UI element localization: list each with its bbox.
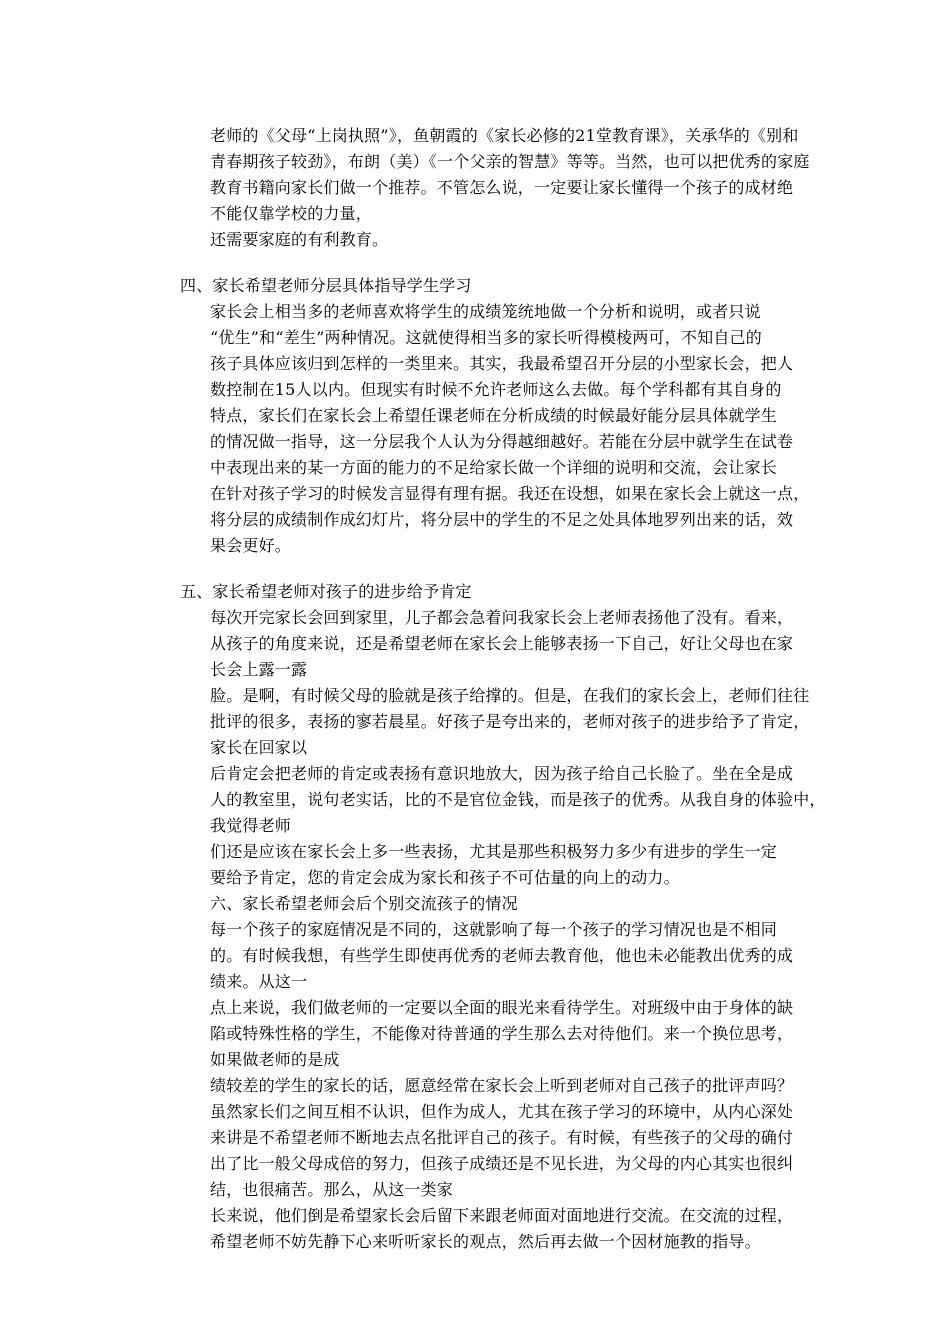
paragraph-line: 家长在回家以: [210, 738, 308, 757]
paragraph-line: 后肯定会把老师的肯定或表扬有意识地放大，因为孩子给自己长脸了。坐在全是成: [210, 764, 794, 783]
section-heading-6: 六、家长希望老师会后个别交流孩子的情况: [210, 894, 518, 913]
paragraph-line: 人的教室里，说句老实话，比的不是官位金钱，而是孩子的优秀。从我自身的体验中，: [210, 790, 826, 809]
paragraph-line: 批评的很多，表扬的寥若晨星。好孩子是夸出来的，老师对孩子的进步给予了肯定，: [210, 712, 810, 731]
paragraph-line: 脸。是啊，有时候父母的脸就是孩子给撑的。但是，在我们的家长会上，老师们往往: [210, 686, 810, 705]
paragraph-line: 家长会上相当多的老师喜欢将学生的成绩笼统地做一个分析和说明，或者只说: [210, 302, 761, 321]
paragraph-line: 要给予肯定，您的肯定会成为家长和孩子不可估量的向上的动力。: [210, 868, 680, 887]
paragraph-line: 还需要家庭的有利教育。: [210, 230, 389, 249]
paragraph-line: 如果做老师的是成: [210, 1050, 340, 1069]
paragraph-line: 每次开完家长会回到家里，儿子都会急着问我家长会上老师表扬他了没有。看来，: [210, 608, 794, 627]
paragraph-line: 的。有时候我想，有些学生即使再优秀的老师去教育他，他也未必能教出优秀的成: [210, 946, 794, 965]
paragraph-line: 果会更好。: [210, 536, 292, 555]
paragraph-line: 特点，家长们在家长会上希望任课老师在分析成绩的时候最好能分层具体就学生: [210, 406, 778, 425]
paragraph-line: 将分层的成绩制作成幻灯片，将分层中的学生的不足之处具体地罗列出来的话，效: [210, 510, 794, 529]
paragraph-line: “优生”和“差生”两种情况。这就使得相当多的家长听得模棱两可，不知自己的: [210, 328, 762, 347]
section-heading-4: 四、家长希望老师分层具体指导学生学习: [180, 276, 472, 295]
paragraph-line: 教育书籍向家长们做一个推荐。不管怎么说，一定要让家长懂得一个孩子的成材绝: [210, 178, 794, 197]
paragraph-line: 青春期孩子较劲》，布朗（美）《一个父亲的智慧》等等。当然，也可以把优秀的家庭: [210, 152, 810, 171]
paragraph-line: 们还是应该在家长会上多一些表扬，尤其是那些积极努力多少有进步的学生一定: [210, 842, 778, 861]
paragraph-line: 中表现出来的某一方面的能力的不足给家长做一个详细的说明和交流，会让家长: [210, 458, 778, 477]
paragraph-line: 从孩子的角度来说，还是希望老师在家长会上能够表扬一下自己，好让父母也在家: [210, 634, 794, 653]
paragraph-line: 来讲是不希望老师不断地去点名批评自己的孩子。有时候，有些孩子的父母的确付: [210, 1128, 794, 1147]
paragraph-line: 数控制在15人以内。但现实有时候不允许老师这么去做。每个学科都有其自身的: [210, 380, 782, 399]
paragraph-line: 在针对孩子学习的时候发言显得有理有据。我还在设想，如果在家长会上就这一点，: [210, 484, 810, 503]
paragraph-line: 虽然家长们之间互相不认识，但作为成人，尤其在孩子学习的环境中，从内心深处: [210, 1102, 794, 1121]
paragraph-line: 的情况做一指导，这一分层我个人认为分得越细越好。若能在分层中就学生在试卷: [210, 432, 794, 451]
paragraph-line: 绩来。从这一: [210, 972, 308, 991]
paragraph-line: 长来说，他们倒是希望家长会后留下来跟老师面对面地进行交流。在交流的过程，: [210, 1206, 794, 1225]
paragraph-line: 不能仅靠学校的力量，: [210, 204, 373, 223]
paragraph-line: 希望老师不妨先静下心来听听家长的观点，然后再去做一个因材施教的指导。: [210, 1232, 761, 1251]
paragraph-line: 孩子具体应该归到怎样的一类里来。其实，我最希望召开分层的小型家长会，把人: [210, 354, 794, 373]
paragraph-line: 长会上露一露: [210, 660, 308, 679]
paragraph-line: 老师的《父母“上岗执照”》，鱼朝霞的《家长必修的21堂教育课》，关承华的《别和: [210, 126, 799, 145]
paragraph-line: 结，也很痛苦。那么，从这一类家: [210, 1180, 454, 1199]
section-heading-5: 五、家长希望老师对孩子的进步给予肯定: [180, 582, 472, 601]
paragraph-line: 绩较差的学生的家长的话，愿意经常在家长会上听到老师对自己孩子的批评声吗？: [210, 1076, 794, 1095]
paragraph-line: 陷或特殊性格的学生，不能像对待普通的学生那么去对待他们。来一个换位思考，: [210, 1024, 794, 1043]
paragraph-line: 我觉得老师: [210, 816, 292, 835]
paragraph-line: 每一个孩子的家庭情况是不同的，这就影响了每一个孩子的学习情况也是不相同: [210, 920, 778, 939]
paragraph-line: 点上来说，我们做老师的一定要以全面的眼光来看待学生。对班级中由于身体的缺: [210, 998, 794, 1017]
paragraph-line: 出了比一般父母成倍的努力，但孩子成绩还是不见长进，为父母的内心其实也很纠: [210, 1154, 794, 1173]
